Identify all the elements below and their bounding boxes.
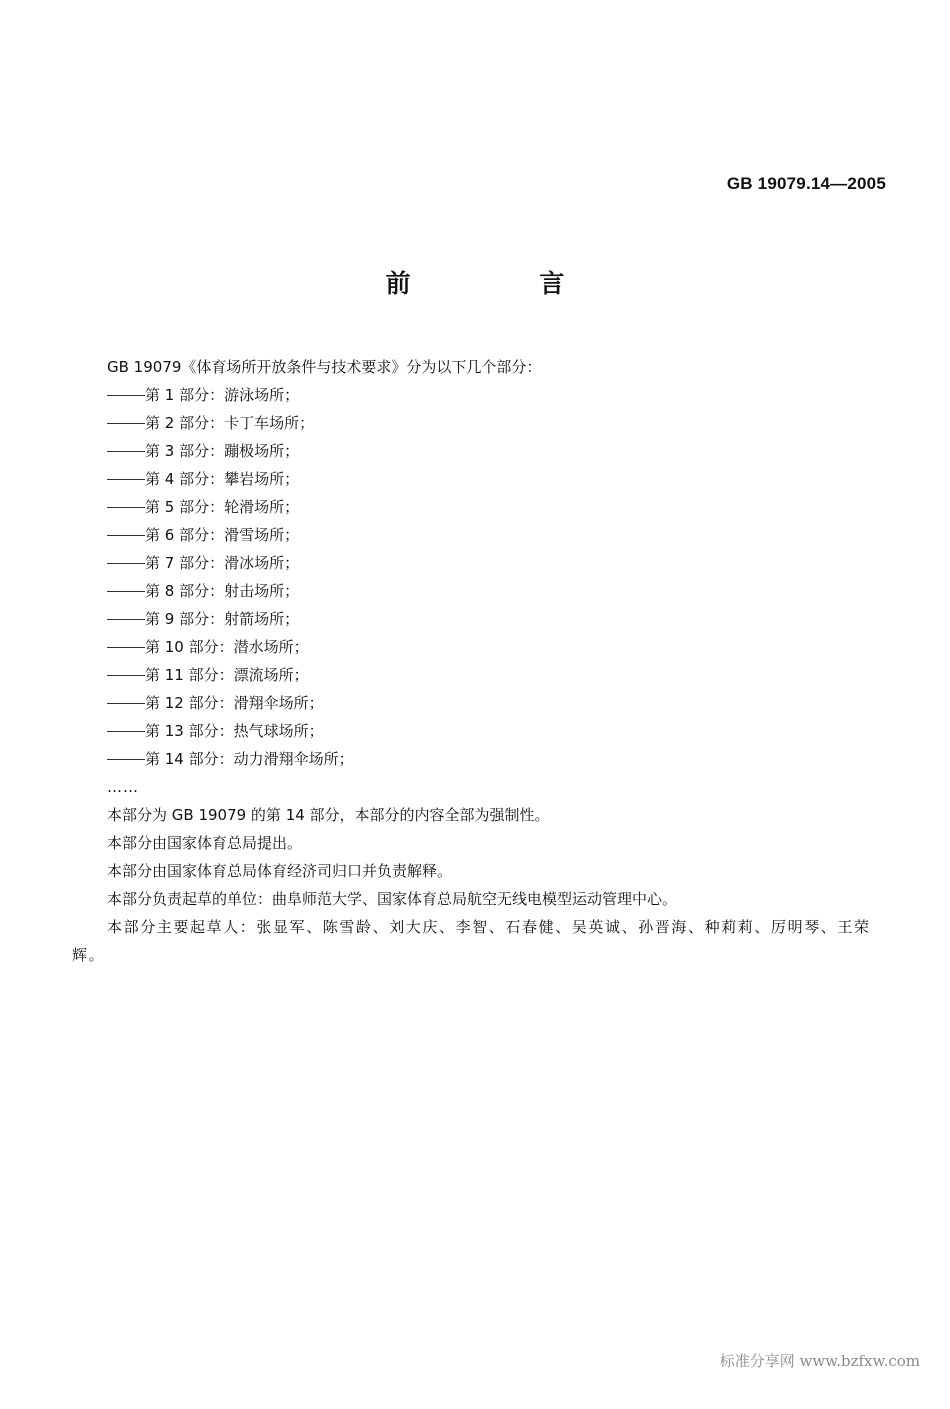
standard-number: GB 19079.14—2005: [726, 174, 886, 193]
dash-mark: [107, 507, 145, 508]
ellipsis: ……: [107, 778, 139, 796]
list-item-text: 第 4 部分：攀岩场所；: [145, 470, 300, 488]
list-item-text: 第 9 部分：射箭场所；: [145, 610, 300, 628]
dash-mark: [107, 479, 145, 480]
list-item: [72, 493, 892, 521]
list-item: [72, 465, 892, 493]
list-item-text: 第 5 部分：轮滑场所；: [145, 498, 300, 516]
list-item: [72, 437, 892, 465]
list-item-text: 第 12 部分：滑翔伞场所；: [145, 694, 324, 712]
list-item: [72, 521, 892, 549]
list-item-text: 第 1 部分：游泳场所；: [145, 386, 300, 404]
paragraph-drafting-units: 本部分负责起草的单位：曲阜师范大学、国家体育总局航空无线电模型运动管理中心。: [107, 890, 678, 908]
list-item-text: 第 7 部分：滑冰场所；: [145, 554, 300, 572]
dash-mark: [107, 395, 145, 396]
list-item: [72, 605, 892, 633]
list-item: [72, 745, 892, 773]
dash-mark: [107, 675, 145, 676]
intro-paragraph: GB 19079《体育场所开放条件与技术要求》分为以下几个部分：: [107, 358, 542, 376]
list-item: [72, 689, 892, 717]
dash-mark: [107, 619, 145, 620]
dash-mark: [107, 731, 145, 732]
list-item-text: 第 6 部分：滑雪场所；: [145, 526, 300, 544]
dash-mark: [107, 759, 145, 760]
list-item-text: 第 11 部分：漂流场所；: [145, 666, 309, 684]
list-item-text: 第 8 部分：射击场所；: [145, 582, 300, 600]
list-item: [72, 577, 892, 605]
dash-mark: [107, 451, 145, 452]
list-item: [72, 633, 892, 661]
paragraph-responsible: 本部分由国家体育总局体育经济司归口并负责解释。: [107, 862, 453, 880]
document-body: [72, 353, 892, 969]
paragraph-part-scope: 本部分为 GB 19079 的第 14 部分，本部分的内容全部为强制性。: [107, 806, 550, 824]
list-item-text: 第 2 部分：卡丁车场所；: [145, 414, 315, 432]
page-title: 前 言: [385, 269, 625, 298]
list-item: [72, 549, 892, 577]
list-item-text: 第 13 部分：热气球场所；: [145, 722, 324, 740]
list-item-text: 第 14 部分：动力滑翔伞场所；: [145, 750, 354, 768]
dash-mark: [107, 647, 145, 648]
watermark: 标准分享网 www.bzfxw.com: [719, 1352, 920, 1370]
list-item: [72, 409, 892, 437]
list-item: [72, 381, 892, 409]
dash-mark: [107, 703, 145, 704]
list-item: [72, 661, 892, 689]
parts-list: [72, 381, 892, 773]
dash-mark: [107, 535, 145, 536]
list-item-text: 第 3 部分：蹦极场所；: [145, 442, 300, 460]
paragraph-drafters: 本部分主要起草人：张显军、陈雪龄、刘大庆、李智、石春健、吴英诚、孙晋海、种莉莉、厉明琴、王荣辉。: [72, 918, 871, 964]
dash-mark: [107, 563, 145, 564]
dash-mark: [107, 591, 145, 592]
paragraph-proposer: 本部分由国家体育总局提出。: [107, 834, 303, 852]
list-item-text: 第 10 部分：潜水场所；: [145, 638, 309, 656]
list-item: [72, 717, 892, 745]
dash-mark: [107, 423, 145, 424]
